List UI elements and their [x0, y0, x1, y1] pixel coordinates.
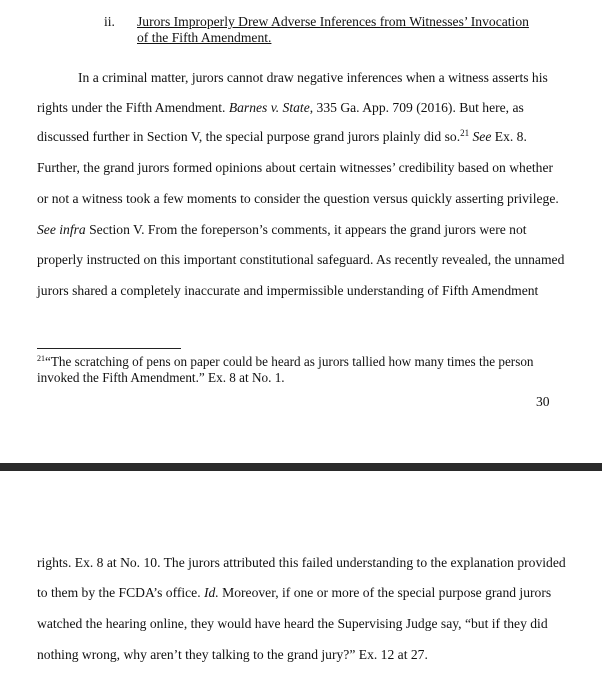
- footnote-marker: 21: [37, 354, 45, 363]
- footnote: [37, 354, 557, 386]
- paragraph-line: See infra Section V. From the foreperson’s comments, it appears the grand jurors were not: [37, 222, 527, 237]
- paragraph-line: jurors shared a completely inaccurate and impermissible understanding of Fifth Amendment: [37, 283, 539, 298]
- case-citation: Id.: [204, 585, 219, 600]
- paragraph-line: properly instructed on this important constitutional safeguard. As recently revealed, the unnamed: [37, 252, 565, 267]
- footnote-text: “The scratching of pens on paper could be heard as jurors tallied how many times the person invoked the Fifth Amendment.” Ex. 8 at No. 1.: [37, 354, 534, 385]
- case-citation: Barnes v. State: [228, 100, 310, 115]
- footnote-reference[interactable]: 21: [460, 128, 470, 138]
- section-title: Jurors Improperly Drew Adverse Inferences from Witnesses’ Invocation of the Fifth Amendment.: [137, 14, 529, 45]
- paragraph-line: discussed further in Section V, the special purpose grand jurors plainly did so.$^{21}$ See Ex. 8.: [37, 128, 527, 144]
- paragraph-line: watched the hearing online, they would have heard the Supervising Judge say, “but if they did: [37, 616, 548, 631]
- paragraph-line: Further, the grand jurors formed opinions about certain witnesses’ credibility based on whether: [37, 160, 554, 175]
- paragraph-line: to them by the FCDA’s office. Id. Moreover, if one or more of the special purpose grand jurors: [37, 585, 552, 600]
- paragraph-line: rights under the Fifth Amendment. Barnes v. State, 335 Ga. App. 709 (2016). But here, as: [37, 100, 524, 115]
- paragraph-line: nothing wrong, why aren’t they talking to the grand jury?” Ex. 12 at 27.: [37, 647, 428, 662]
- paragraph-line: rights. Ex. 8 at No. 10. The jurors attributed this failed understanding to the explanation provided: [37, 555, 566, 570]
- page-number: 30: [536, 394, 550, 409]
- paragraph-line: In a criminal matter, jurors cannot draw negative inferences when a witness asserts his: [78, 70, 548, 85]
- paragraph-line: or not a witness took a few moments to consider the question versus quickly asserting privilege.: [37, 191, 559, 206]
- document-page-31: [0, 471, 602, 673]
- page-break: [0, 463, 602, 471]
- section-number: ii.: [104, 14, 115, 29]
- footnote-separator: [37, 348, 181, 349]
